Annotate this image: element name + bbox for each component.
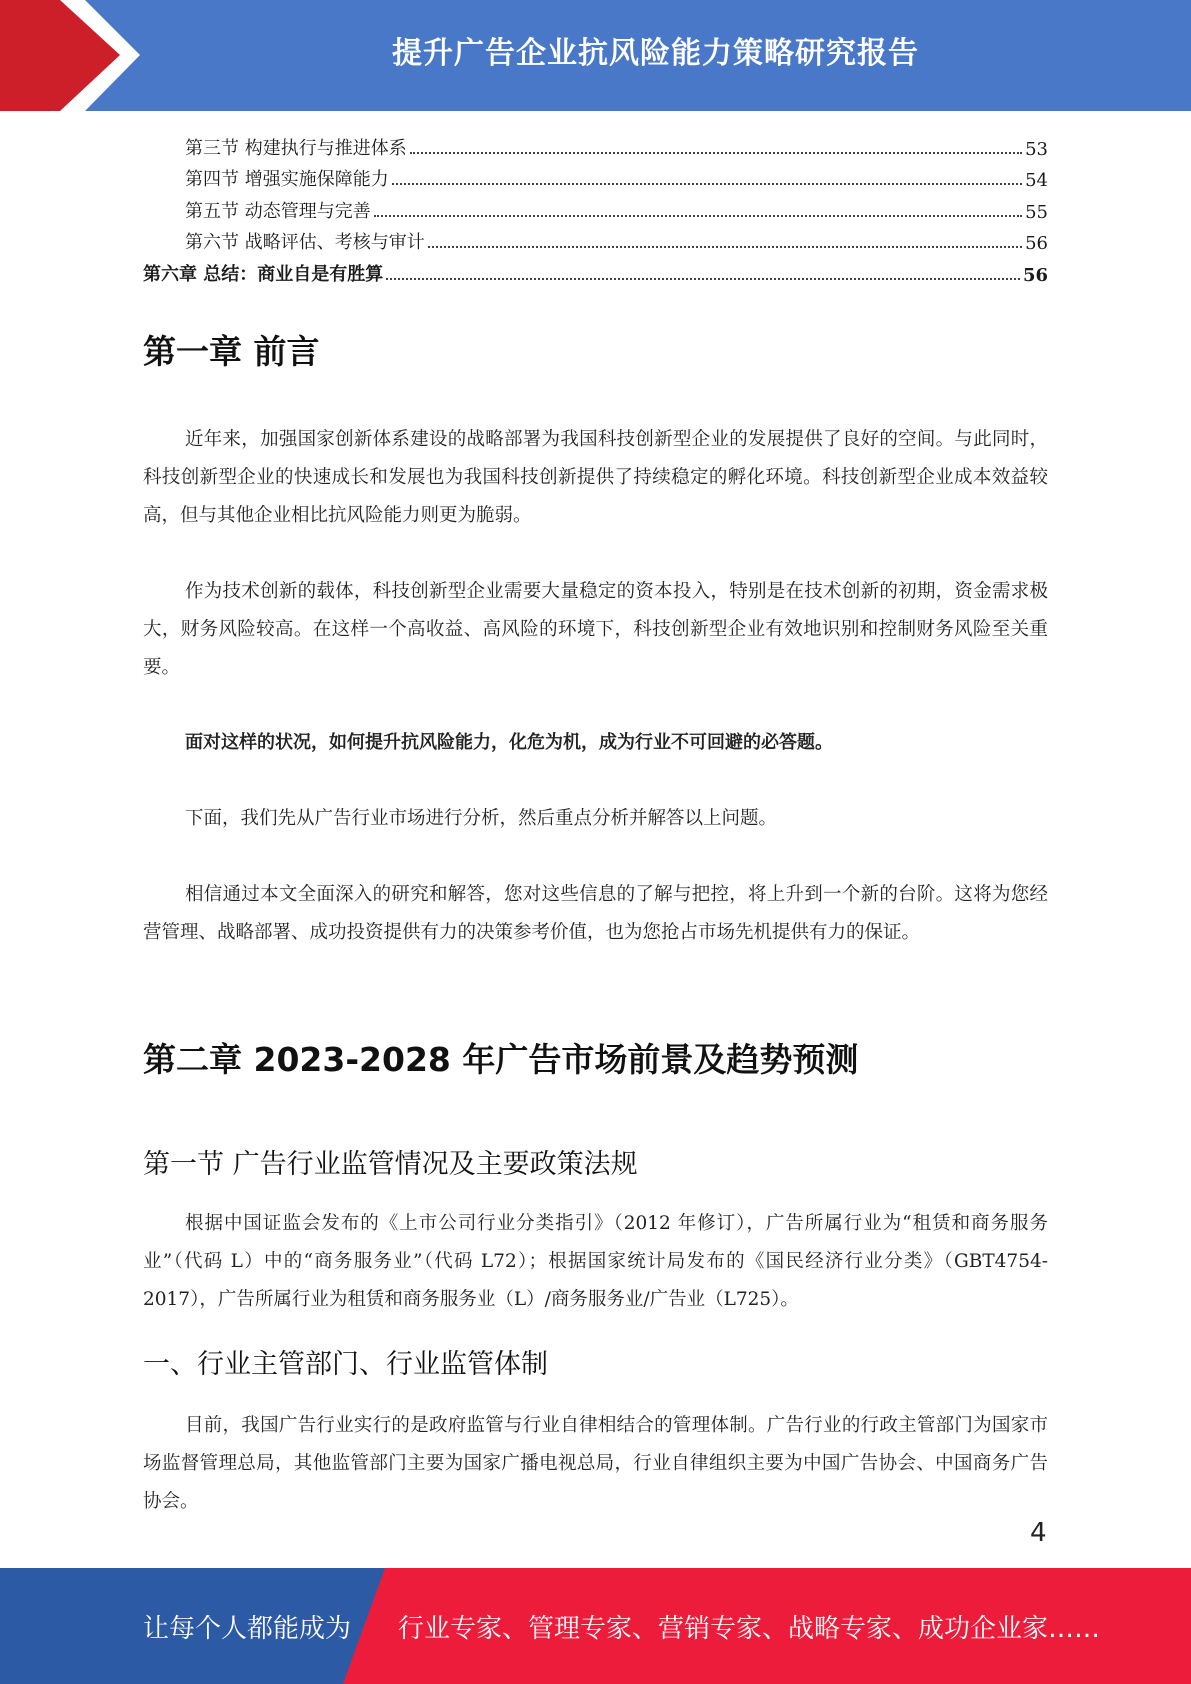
toc-entry[interactable] <box>143 128 1048 160</box>
toc-entry-page: 56 <box>1022 264 1048 286</box>
toc-leader-dots <box>386 278 1020 280</box>
toc-entry-page: 55 <box>1025 201 1048 223</box>
toc-leader-dots <box>374 215 1022 217</box>
footer-slogan-left: 让每个人都能成为 <box>143 1614 352 1644</box>
paragraph: 作为技术创新的载体，科技创新型企业需要大量稳定的资本投入，特别是在技术创新的初期，资金需求极大，财务风险较高。在这样一个高收益、高风险的环境下，科技创新型企业有效地识别和控制财务风险至关重要。 <box>143 581 1048 678</box>
document-title: 提升广告企业抗风险能力策略研究报告 <box>392 36 919 71</box>
toc-entry[interactable] <box>143 223 1048 255</box>
toc-entry-page: 56 <box>1025 233 1048 254</box>
footer-slogan-right: 行业专家、管理专家、营销专家、战略专家、成功企业家…… <box>398 1614 1101 1644</box>
paragraph: 相信通过本文全面深入的研究和解答，您对这些信息的了解与把控，将上升到一个新的台阶。这将为您经营管理、战略部署、成功投资提供有力的决策参考价值，也为您抢占市场先机提供有力的保证。 <box>143 884 1048 943</box>
toc-entry[interactable] <box>143 160 1048 192</box>
header-arrow-decoration <box>0 0 160 111</box>
toc-entry[interactable] <box>143 191 1048 223</box>
paragraph: 下面，我们先从广告行业市场进行分析，然后重点分析并解答以上问题。 <box>185 808 778 829</box>
chapter-2-heading: 第二章 2023-2028 年广告市场前景及趋势预测 <box>143 1040 859 1079</box>
toc-leader-dots <box>392 183 1022 185</box>
toc-entry-chapter[interactable] <box>143 254 1048 286</box>
table-of-contents <box>143 128 1048 286</box>
toc-entry-label: 第六节 战略评估、考核与审计 <box>185 232 425 253</box>
paragraph: 目前，我国广告行业实行的是政府监管与行业自律相结合的管理体制。广告行业的行政主管部门为国家市场监督管理总局，其他监管部门主要为国家广播电视总局，行业自律组织主要为中国广告协会、中国商务广告协会。 <box>143 1415 1048 1512</box>
toc-entry-label: 第四节 增强实施保障能力 <box>185 169 389 190</box>
footer-banner <box>0 1568 1191 1684</box>
toc-entry-page: 54 <box>1025 170 1048 191</box>
chapter-1-heading: 第一章 前言 <box>143 332 320 371</box>
toc-entry-label: 第六章 总结：商业自是有胜算 <box>143 263 384 285</box>
paragraph: 近年来，加强国家创新体系建设的战略部署为我国科技创新型企业的发展提供了良好的空间。与此同时，科技创新型企业的快速成长和发展也为我国科技创新提供了持续稳定的孵化环境。科技创新型企业成本效益较高，但与其他企业相比抗风险能力则更为脆弱。 <box>143 429 1048 526</box>
page-number: 4 <box>1030 1518 1047 1548</box>
header-banner <box>0 0 1191 111</box>
toc-entry-label: 第三节 构建执行与推进体系 <box>185 137 407 159</box>
paragraph: 根据中国证监会发布的《上市公司行业分类指引》（2012 年修订），广告所属行业为“租赁和商务服务业”（代码 L）中的“商务服务业”（代码 L72）；根据国家统计局发布的《国民经济行业分类》（GBT4754-2017），广告所属行业为租赁和商务服务业（L）/商务服务业/广告业（L725）。 <box>143 1213 1048 1310</box>
subsection-heading: 一、行业主管部门、行业监管体制 <box>143 1349 548 1380</box>
section-heading: 第一节 广告行业监管情况及主要政策法规 <box>143 1149 638 1180</box>
toc-leader-dots <box>428 246 1022 248</box>
emphasized-paragraph: 面对这样的状况，如何提升抗风险能力，化危为机，成为行业不可回避的必答题。 <box>185 732 833 753</box>
toc-entry-page: 53 <box>1025 138 1048 160</box>
toc-entry-label: 第五节 动态管理与完善 <box>185 200 371 222</box>
toc-leader-dots <box>410 152 1022 154</box>
